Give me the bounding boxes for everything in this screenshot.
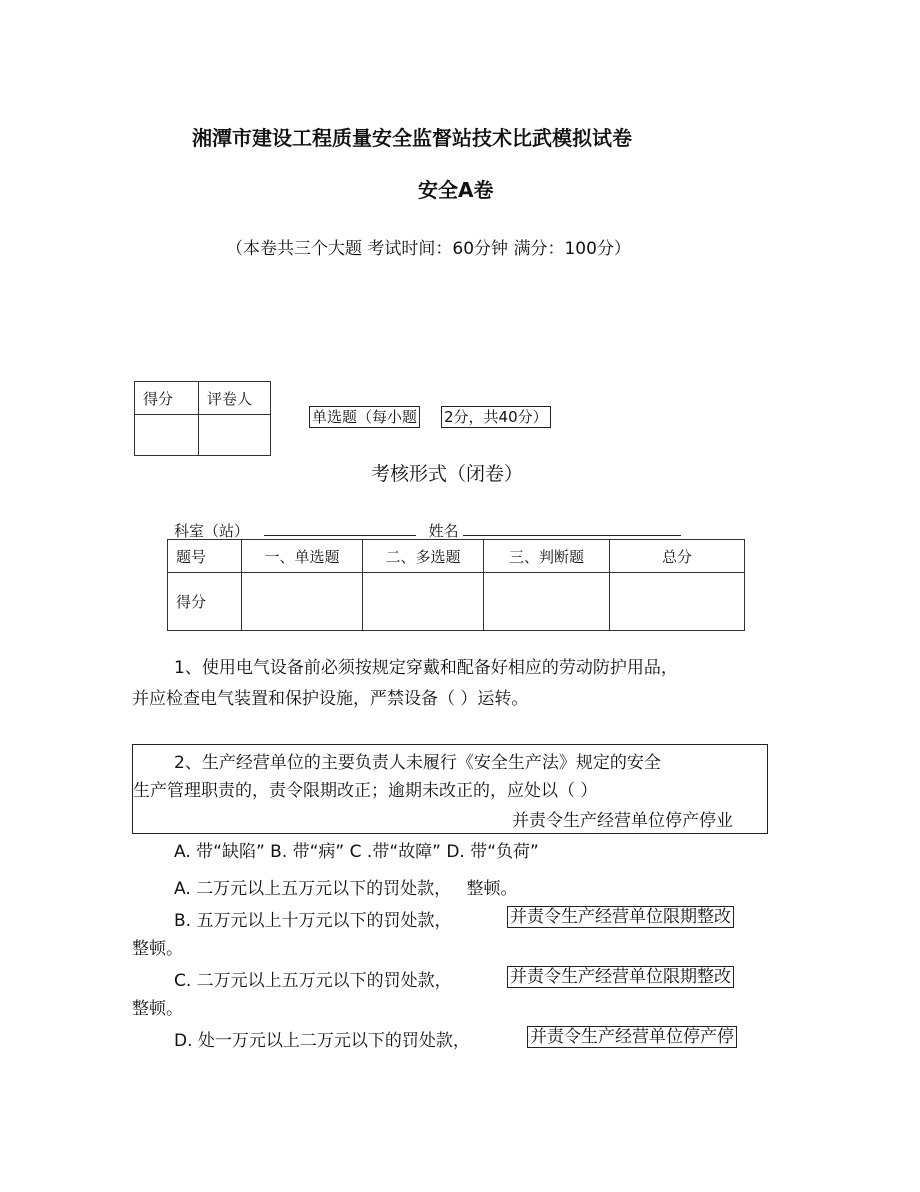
- score-box-grader-cell: [199, 415, 271, 456]
- score-table-cell: [484, 573, 610, 631]
- score-table-header: 二、多选题: [363, 540, 484, 573]
- option-c-tail: 整顿。: [132, 999, 183, 1019]
- exam-subtitle: 安全A卷: [418, 178, 494, 202]
- exam-info: （本卷共三个大题 考试时间：60分钟 满分：100分）: [226, 239, 631, 259]
- option-b-tail: 整顿。: [132, 939, 183, 959]
- question-1-line-2: 并应检查电气装置和保护设施，严禁设备（ ）运转。: [132, 689, 529, 709]
- question-2-line-1: 2、生产经营单位的主要负责人未履行《安全生产法》规定的安全: [174, 753, 661, 773]
- option-b-text: B. 五万元以上十万元以下的罚处款，: [174, 911, 452, 931]
- score-table-row-label: 得分: [168, 573, 242, 631]
- question-1-options: A. 带“缺陷” B. 带“病” C .带“故障” D. 带“负荷”: [174, 842, 539, 862]
- score-box-grader-label: 评卷人: [199, 382, 271, 415]
- option-a: [174, 874, 518, 899]
- exam-form: 考核形式（闭卷）: [371, 463, 524, 485]
- question-1-line-1: 1、使用电气设备前必须按规定穿戴和配备好相应的劳动防护用品，: [174, 658, 678, 678]
- option-c-text: C. 二万元以上五万元以下的罚处款，: [174, 971, 452, 991]
- exam-title: 湘潭市建设工程质量安全监督站技术比武模拟试卷: [192, 126, 632, 150]
- name-field[interactable]: [463, 519, 681, 536]
- option-a-tail: 整顿。: [466, 879, 518, 899]
- option-b-box: 并责令生产经营单位限期整改: [507, 906, 734, 928]
- score-table-cell: [610, 573, 745, 631]
- section-heading-part1: 单选题（每小题: [309, 406, 420, 428]
- candidate-line: [174, 519, 681, 541]
- option-c-box: 并责令生产经营单位限期整改: [507, 966, 734, 988]
- score-box-score-label: 得分: [135, 382, 199, 415]
- score-table-header: 一、单选题: [242, 540, 363, 573]
- score-table-cell: [363, 573, 484, 631]
- score-table-header: 题号: [168, 540, 242, 573]
- question-2-line-2: 生产管理职责的，责令限期改正；逾期未改正的，应处以（ ）: [133, 781, 598, 801]
- name-label: 姓名: [428, 522, 459, 540]
- score-table-cell: [242, 573, 363, 631]
- section-heading-part2: 2分，共40分）: [441, 406, 551, 428]
- score-table-header: 总分: [610, 540, 745, 573]
- option-d-text: D. 处一万元以上二万元以下的罚处款，: [174, 1031, 470, 1051]
- option-d-box: 并责令生产经营单位停产停: [527, 1026, 737, 1048]
- question-2-line-3: 并责令生产经营单位停产停业: [512, 811, 733, 831]
- score-table-header: 三、判断题: [484, 540, 610, 573]
- option-a-text: A. 二万元以上五万元以下的罚处款，: [174, 879, 452, 899]
- office-label: 科室（站）: [174, 522, 250, 540]
- score-box-score-cell: [135, 415, 199, 456]
- grader-score-box: [134, 381, 271, 456]
- score-table: [167, 539, 745, 631]
- office-field[interactable]: [264, 519, 416, 536]
